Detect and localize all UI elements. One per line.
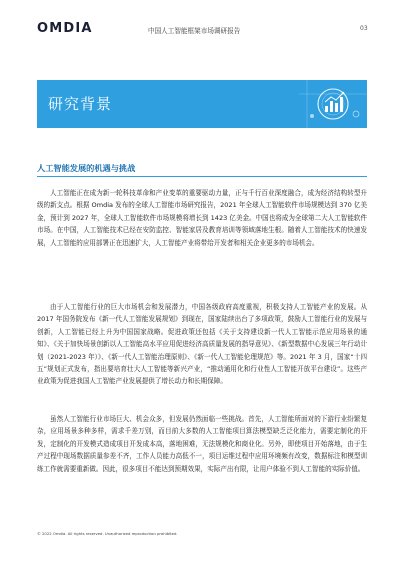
report-title: 中国人工智能框架市场调研报告	[148, 27, 241, 35]
section-divider	[37, 176, 367, 177]
paragraph-3: 虽然人工智能行业市场巨大、机会众多，但发展仍然面临一些挑战。首先，人工智能所面对的下游行业纷繁复杂，应用场景多种多样，需求千差万别，而目前大多数的人工智能项目算法模型缺乏泛化能力，需要定制化的开发，定制化的开发模式造成项目开发成本高，落地困难，无法规模化和商业化。另外，即使项目开始落地，由于生产过程中现场数据质量参差不齐，工作人员能力高低不一，项目运维过程中应用环境频有改变，数据标注和模型训练工作就需要重新做。因此，很多项目不能达到预期效果，实际产出有限，让用户体验不到人工智能的实际价值。	[37, 415, 367, 473]
copyright-footer: © 2022 Omdia. All rights reserved. Unauthorized reproduction prohibited.	[37, 531, 178, 536]
section-heading: 人工智能发展的机遇与挑战	[37, 163, 136, 173]
page-header	[0, 0, 403, 44]
chart-analytics-icon	[299, 80, 367, 128]
page-number: 03	[360, 25, 368, 32]
omdia-logo: OMDIA	[37, 21, 93, 36]
banner-title: 研究背景	[48, 95, 113, 113]
section-banner	[37, 80, 367, 128]
paragraph-1: 人工智能正在成为新一轮科技革命和产业变革的重要驱动力量，正与千行百业深度融合，成为经济结构转型升级的新支点。根据 Omdia 发布的全球人工智能市场研究报告，2021 年全球人工智能软件市场规模达到 370 亿美金，预计到 2027 年，全球人工智能软件市场规模将增长到 1423 亿美金。中国也将成为全球第二大人工智能软件市场。在中国，人工智能技术已经在安防监控、智能家居及教育培训等领域落地生根。随着人工智能技术的快速发展，人工智能的应用部署正在迅速扩大，人工智能产业将带给开发者和相关企业更多的市场机会。	[37, 189, 367, 247]
paragraph-2: 由于人工智能行业的巨大市场机会和发展潜力，中国各级政府高度重视，积极支持人工智能产业的发展。从 2017 年国务院发布《新一代人工智能发展规划》到现在，国家陆续出台了多项政策，鼓励人工智能行业的发展与创新，人工智能已经上升为中国国家战略。促进政策还包括《关于支持建设新一代人工智能示范应用场景的通知》、《关于加快场景创新以人工智能高水平应用促进经济高质量发展的指导意见》、《新型数据中心发展三年行动计划（2021-2023 年）》、《新一代人工智能治理原则》、《新一代人工智能伦理规范》等。2021 年 3 月，国家“十四五”规划正式发布，指出要培育壮大人工智能等新兴产业，“推动通用化和行业性人工智能开放平台建设”。这些产业政策为促进我国人工智能产业发展提供了增长动力和长期保障。	[37, 303, 367, 386]
